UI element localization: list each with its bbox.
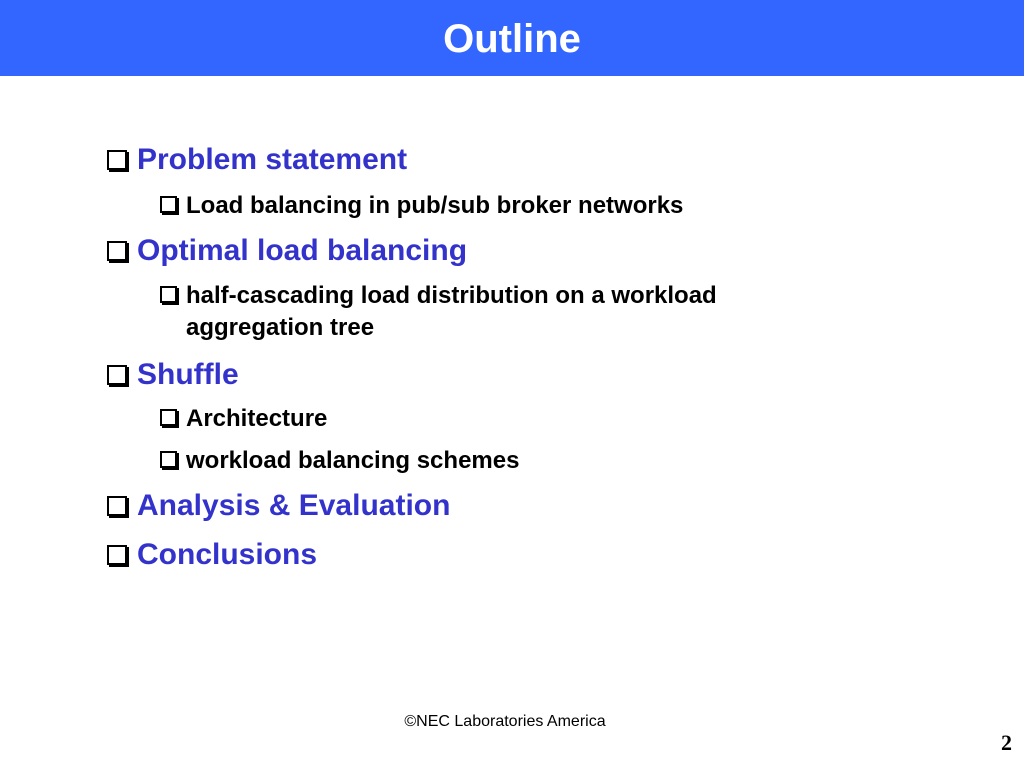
page-number: 2 [1001,730,1012,755]
checkbox-bullet-icon [107,496,127,516]
checkbox-bullet-icon [160,451,177,468]
sub-bullet-text: workload balancing schemes [186,447,520,474]
bullet-text: Problem statement [137,143,408,176]
sub-bullet-workload-balancing [160,445,519,477]
sub-bullet-text: Architecture [186,405,328,432]
sub-bullet-architecture [160,403,327,435]
bullet-analysis-evaluation [107,488,450,524]
checkbox-bullet-icon [160,409,177,426]
checkbox-bullet-icon [107,241,127,261]
sub-bullet-load-balancing [160,190,683,222]
footer-copyright: ©NEC Laboratories America [404,713,606,730]
sub-bullet-text: half-cascading load distribution on a workload aggregation tree [186,282,717,341]
bullet-text: Analysis & Evaluation [137,489,451,522]
checkbox-bullet-icon [107,545,127,565]
bullet-optimal-load-balancing [107,233,467,269]
bullet-shuffle [107,357,239,393]
checkbox-bullet-icon [160,286,177,303]
title-bar [0,0,1024,76]
bullet-conclusions [107,537,317,573]
sub-bullet-text: Load balancing in pub/sub broker networks [186,192,684,219]
checkbox-bullet-icon [107,150,127,170]
checkbox-bullet-icon [107,365,127,385]
slide-title: Outline [443,17,581,61]
bullet-text: Conclusions [137,538,318,571]
sub-bullet-half-cascading [160,280,836,344]
checkbox-bullet-icon [160,196,177,213]
bullet-text: Optimal load balancing [137,234,468,267]
bullet-text: Shuffle [137,358,239,391]
bullet-problem-statement [107,142,407,178]
